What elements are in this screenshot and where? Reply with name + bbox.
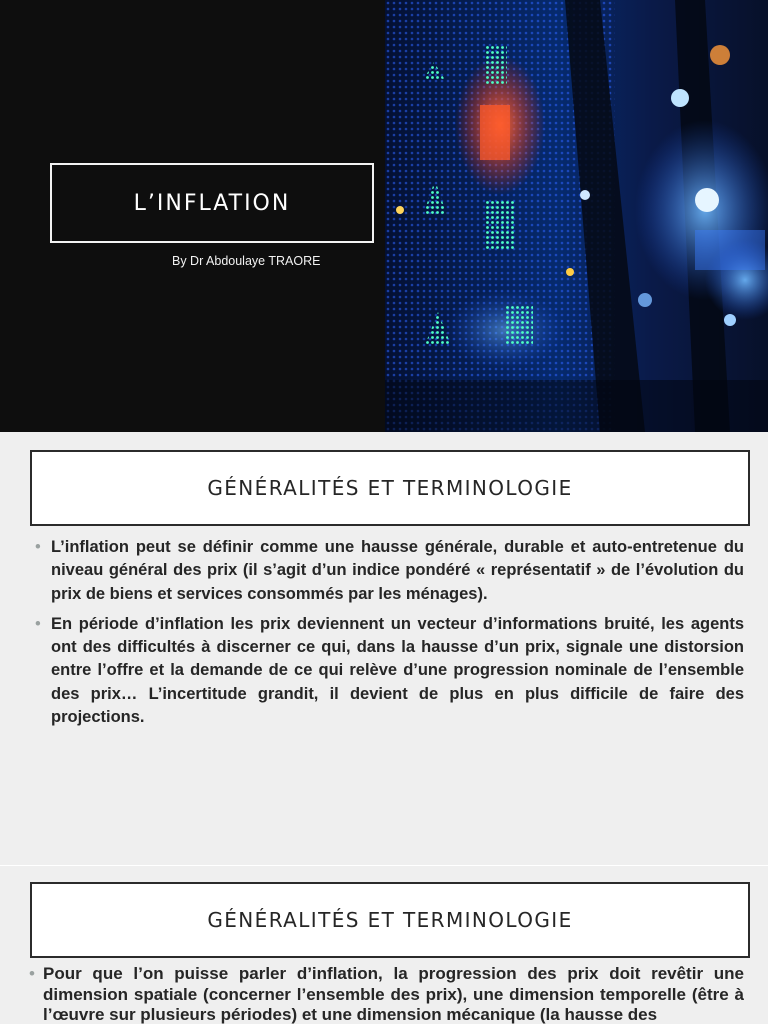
bullet-text: Pour que l’on puisse parler d’inflation, la progression des prix doit revêtir une dimension spatiale (concerner l’ensemble des prix), une dimension temporelle (être à l’œuvre sur plusieurs périodes) et une dimension mécanique (la hausse des <box>43 964 744 1024</box>
content-slide-1 <box>0 432 768 865</box>
bullet-list <box>28 964 744 1024</box>
section-heading-frame <box>30 882 750 958</box>
bullet-item <box>28 964 744 1024</box>
bullet-list <box>32 536 744 736</box>
author-byline: By Dr Abdoulaye TRAORE <box>172 254 321 268</box>
section-heading: GÉNÉRALITÉS ET TERMINOLOGIE <box>207 908 573 932</box>
section-heading: GÉNÉRALITÉS ET TERMINOLOGIE <box>207 476 573 500</box>
bullet-text: L’inflation peut se définir comme une hausse générale, durable et auto-entretenue du niveau général des prix (il s’agit d’un indice pondéré « représentatif » de l’évolution du prix de biens et services consommés par les ménages). <box>51 538 744 603</box>
title-frame <box>50 163 374 243</box>
bullet-item <box>32 613 744 729</box>
section-heading-frame <box>30 450 750 526</box>
stock-ticker-photo <box>385 0 768 432</box>
bullet-marker: • <box>29 964 35 983</box>
content-slide-2 <box>0 866 768 1024</box>
bullet-marker: • <box>35 538 41 556</box>
bullet-text: En période d’inflation les prix deviennent un vecteur d’informations bruité, les agents ont des difficultés à discerner ce qui, dans la hausse d’un prix, signale une distorsion entre l’offre et la demande de ce qui relève d’une progression nominale de l’ensemble des prix… L’incertitude grandit, il devient de plus en plus difficile de faire des projections. <box>51 614 744 727</box>
bullet-item <box>32 536 744 606</box>
slide-title: L’INFLATION <box>133 190 291 216</box>
bullet-marker: • <box>35 614 41 633</box>
title-slide <box>0 0 768 432</box>
